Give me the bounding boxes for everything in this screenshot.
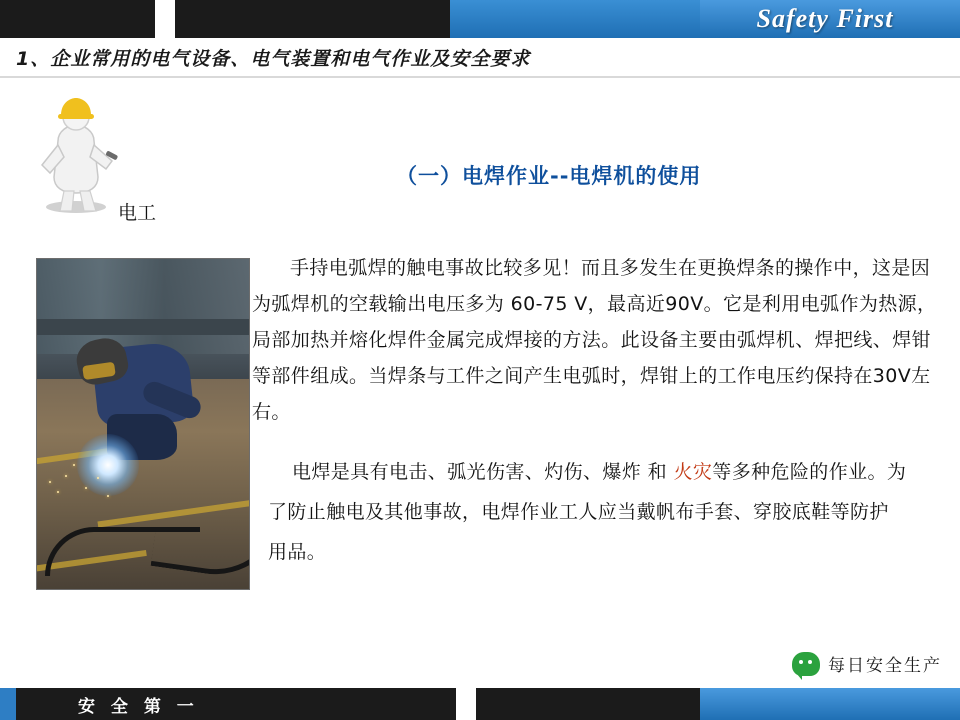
footer-bar <box>0 688 960 720</box>
electrician-figure-icon <box>28 95 124 215</box>
wechat-icon <box>792 652 820 676</box>
footer-block-right <box>700 688 960 720</box>
heading-divider <box>0 76 960 78</box>
banner-block-mid <box>175 0 450 38</box>
wechat-label: 每日安全生产 <box>828 656 942 676</box>
paragraph2-highlight: 火灾 <box>673 461 713 483</box>
footer-block-accent <box>0 688 16 720</box>
body-paragraph-1: 手持电弧焊的触电事故比较多见！而且多发生在更换焊条的操作中，这是因为弧焊机的空载输出电压多为 60-75 Ⅴ，最高近90V。它是利用电弧作为热源，局部加热并熔化焊件金属完成焊接的方法。此设备主要由弧焊机、焊把线、焊钳等部件组成。当焊条与工件之间产生电弧时，焊钳上的工作电压约保持在30V左右。 <box>252 257 937 423</box>
page-title: 1、企业常用的电气设备、电气装置和电气作业及安全要求 <box>16 48 531 70</box>
body-paragraph-2 <box>268 452 908 572</box>
banner-title: Safety First <box>756 4 894 33</box>
paragraph2-text-tail: 等多种危险的作业。为了防止触电及其他事故，电焊作业工人应当戴帆布手套、穿胶底鞋等防护用品。 <box>268 461 907 563</box>
banner-block-blue <box>450 0 700 38</box>
banner-gap-left <box>155 0 175 38</box>
top-banner <box>0 0 960 38</box>
welding-worker-photo <box>36 258 250 590</box>
footer-gap <box>456 688 476 720</box>
footer-label: 安 全 第 一 <box>78 697 199 717</box>
section-subtitle: （一）电焊作业--电焊机的使用 <box>396 164 702 188</box>
paragraph2-text-lead: 电焊是具有电击、弧光伤害、灼伤、爆炸 和 <box>292 461 674 483</box>
footer-block-mid <box>476 688 700 720</box>
mascot-label: 电工 <box>118 202 157 224</box>
wechat-badge <box>792 651 942 676</box>
banner-block-left <box>0 0 155 38</box>
